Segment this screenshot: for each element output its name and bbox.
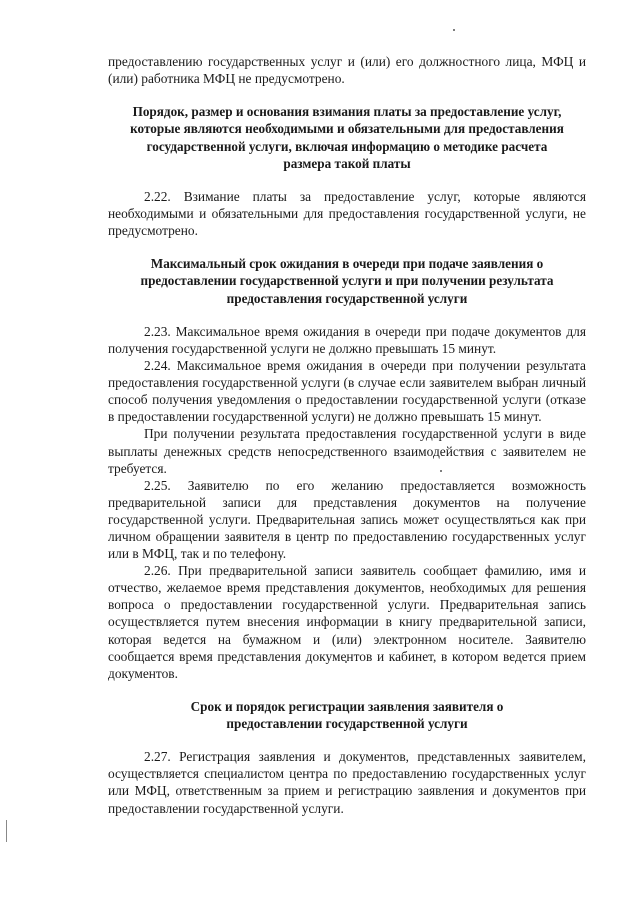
scan-edge-mark: [6, 820, 7, 842]
registration-heading: Срок и порядок регистрации заявления заявителя о предоставлении государственной услуги: [190, 698, 504, 732]
paragraph-2-27: 2.27. Регистрация заявления и документов, представленных заявителем, осуществляется специалистом центра по предоставлению государственных услуг или МФЦ, ответственным за прием и регистрацию заявления и документов при предоставлении государственной услуги.: [108, 749, 586, 816]
paragraph-2-25: 2.25. Заявителю по его желанию предоставляется возможность предварительной записи для представления документов на получение государственной услуги. Предварительная запись может осуществляться как при личном обращении заявителя в центр по предоставлению государственных услуг или в МФЦ, так и по телефону.: [108, 477, 586, 562]
document-body: [108, 53, 586, 817]
queue-heading: Максимальный срок ожидания в очереди при подаче заявления о предоставлении государственной услуги и при получении результата предоставления государственной услуги: [140, 256, 554, 306]
paragraph-2-24-payment: При получении результата предоставления государственной услуги в виде выплаты денежных средств непосредственного взаимодействия с заявителем не требуется.: [108, 426, 586, 476]
scan-speck: [453, 29, 455, 31]
intro-paragraph: предоставлению государственных услуг и (или) его должностного лица, МФЦ и (или) работника МФЦ не предусмотрено.: [108, 54, 586, 87]
paragraph-2-26: 2.26. При предварительной записи заявитель сообщает фамилию, имя и отчество, желаемое время представления документов, необходимых для решения вопроса о предоставлении государственной услуги. Предварительная запись осуществляется путем внесения информации в книгу предварительной записи, которая ведется на бумажном и (или) электронном носителе. Заявителю сообщается время представления документов и кабинет, в котором ведется прием документов.: [108, 563, 586, 681]
payment-heading: Порядок, размер и основания взимания платы за предоставление услуг, которые являются необходимыми и обязательными для предоставления государственной услуги, включая информацию о методике расчета размера такой платы: [130, 104, 564, 171]
paragraph-2-23: 2.23. Максимальное время ожидания в очереди при подаче документов для получения государственной услуги не должно превышать 15 минут.: [108, 323, 586, 356]
paragraph-2-22: 2.22. Взимание платы за предоставление услуг, которые являются необходимыми и обязательными для предоставления государственной услуги, не предусмотрено.: [108, 189, 586, 239]
paragraph-2-24: 2.24. Максимальное время ожидания в очереди при получении результата предоставления государственной услуги (в случае если заявителем выбран личный способ получения уведомления о предоставлении государственной услуги (отказе в предоставлении государственной услуги) не должно превышать 15 минут.: [108, 358, 586, 425]
